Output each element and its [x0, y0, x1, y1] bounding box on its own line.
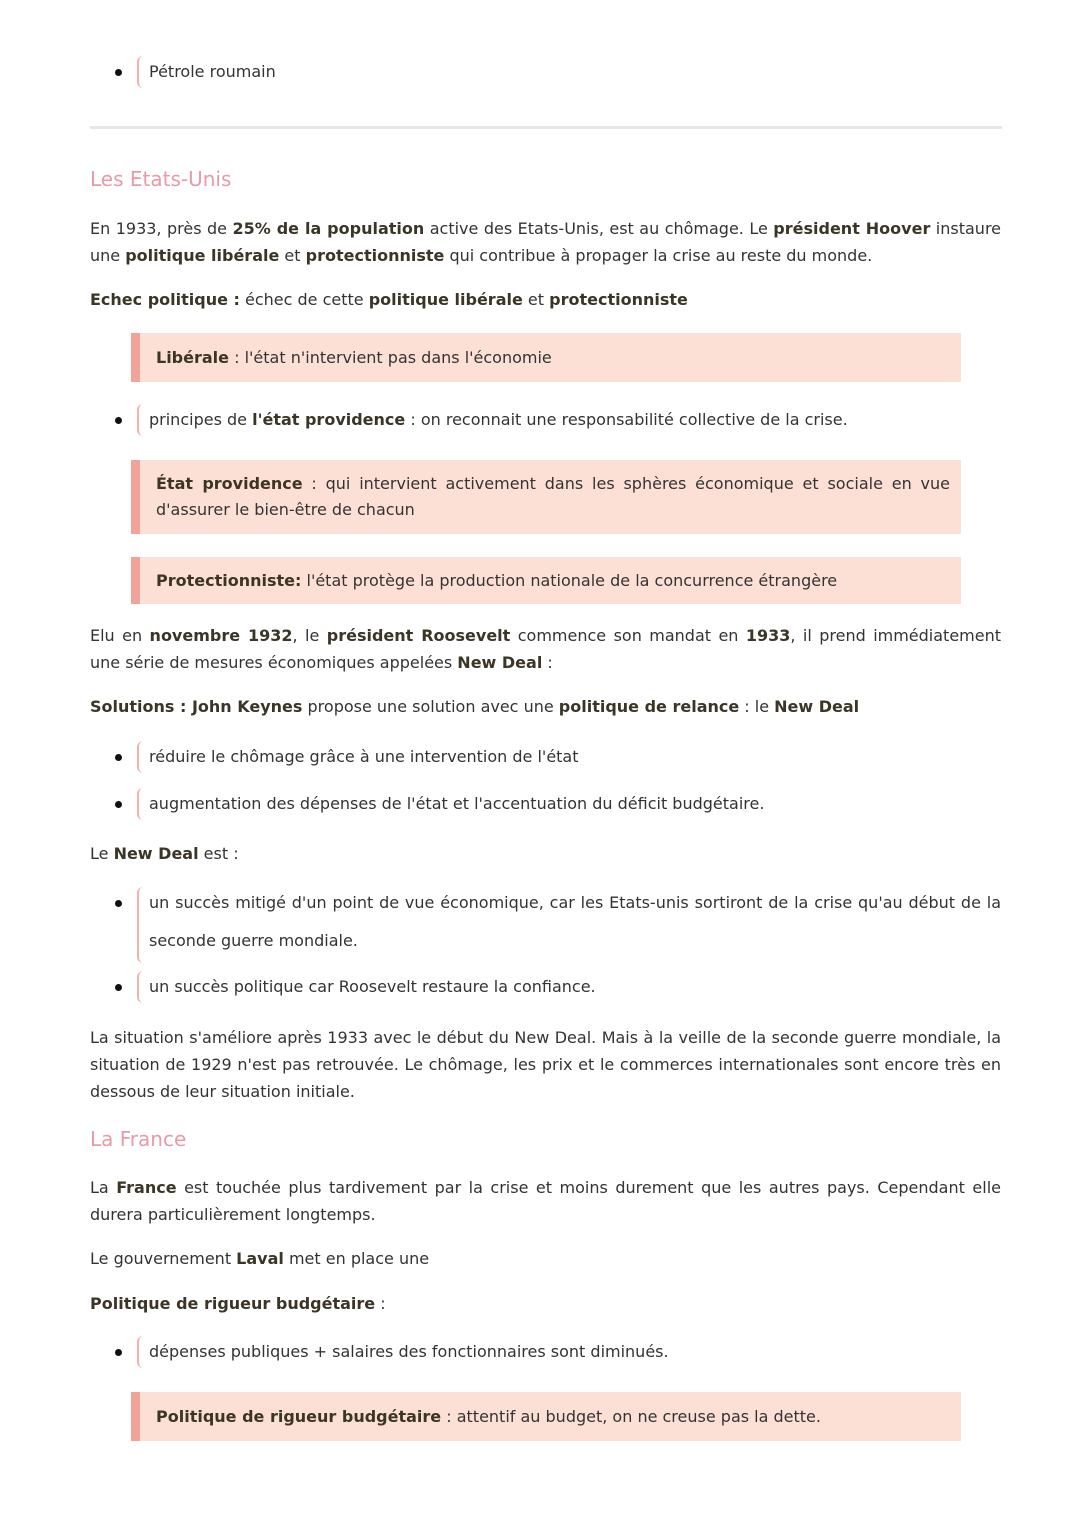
text-run: Pétrole roumain [149, 62, 276, 81]
list-item-text [149, 884, 1001, 960]
bold-text: 25% de la population [232, 219, 425, 238]
bold-text: 1933 [745, 626, 791, 645]
bold-text: protectionniste [549, 290, 688, 309]
bold-text: Solutions : John Keynes [90, 697, 303, 716]
bullet-icon [115, 1349, 122, 1356]
text-run: qui contribue à propager la crise au reste du monde. [444, 246, 873, 265]
bullet-icon [115, 984, 122, 991]
text-run: : l'état n'intervient pas dans l'économie [229, 347, 552, 367]
paragraph [90, 1174, 1001, 1228]
text-run: et [279, 246, 306, 265]
text-run: dépenses publiques + salaires des fonctionnaires sont diminués. [149, 1342, 669, 1361]
text-run: Le [90, 844, 114, 863]
text-run: augmentation des dépenses de l'état et l'accentuation du déficit budgétaire. [149, 794, 765, 813]
text-run: : [542, 653, 553, 672]
text-run: En 1933, près de [90, 219, 233, 238]
bold-text: New Deal [113, 844, 199, 863]
text-run: principes de [149, 410, 253, 429]
text-run: , il prend immédiatement une série de mesures économiques appelées [90, 626, 1002, 672]
bold-text: novembre 1932 [149, 626, 293, 645]
text-run: instaure une [90, 219, 1002, 265]
list-item [115, 790, 1001, 818]
paragraph [90, 1245, 1001, 1272]
bracket-decoration [137, 404, 143, 436]
list-item [115, 743, 1001, 771]
list-item-text [149, 743, 1001, 770]
definition-callout [131, 460, 961, 534]
definition-callout [131, 1392, 961, 1441]
bold-text: politique de relance [558, 697, 740, 716]
bold-text: président Roosevelt [326, 626, 511, 645]
bold-text: président Hoover [773, 219, 931, 238]
bullet-icon [115, 754, 122, 761]
bold-text: Politique de rigueur budgétaire [156, 1406, 442, 1426]
definition-callout [131, 333, 961, 382]
text-run: : on reconnait une responsabilité collective de la crise. [405, 410, 848, 429]
text-run: l'état protège la production nationale de la concurrence étrangère [301, 570, 838, 590]
definition-callout [131, 557, 961, 604]
bold-text: New Deal [774, 697, 860, 716]
bracket-decoration [137, 56, 143, 88]
callout-text [156, 345, 552, 371]
list-item-text [149, 58, 1001, 85]
list-item-text [149, 790, 1001, 817]
text-run: , le [292, 626, 327, 645]
callout-text [156, 471, 950, 523]
bullet-icon [115, 900, 122, 907]
list-item [115, 406, 1001, 434]
bracket-decoration [137, 788, 143, 820]
section-heading: La France [90, 1127, 187, 1151]
text-run: réduire le chômage grâce à une intervention de l'état [149, 747, 579, 766]
text-run: met en place une [283, 1249, 430, 1268]
text-run: un succès mitigé d'un point de vue économique, car les Etats-unis sortiront de la crise qu'au début de la seconde guerre mondiale. [149, 893, 1001, 950]
paragraph [90, 693, 1001, 720]
bold-text: France [116, 1178, 177, 1197]
list-item [115, 58, 1001, 86]
text-run: un succès politique car Roosevelt restaure la confiance. [149, 977, 596, 996]
bold-text: protectionniste [305, 246, 445, 265]
bracket-decoration [137, 1336, 143, 1368]
list-item [115, 1338, 1001, 1366]
text-run: : [375, 1294, 386, 1313]
bold-text: Politique de rigueur budgétaire [90, 1294, 376, 1313]
list-item [115, 889, 1001, 955]
bold-text: Libérale [156, 347, 230, 367]
bold-text: l'état providence [252, 410, 406, 429]
paragraph [90, 622, 1001, 676]
text-run: échec de cette [239, 290, 369, 309]
text-run: active des Etats-Unis, est au chômage. Le [424, 219, 774, 238]
divider [90, 126, 1002, 129]
list-item-text [149, 1338, 1001, 1365]
bracket-decoration [137, 971, 143, 1003]
list-item [115, 973, 1001, 1001]
paragraph [90, 215, 1001, 269]
text-run: : attentif au budget, on ne creuse pas la dette. [441, 1406, 821, 1426]
bracket-decoration [137, 887, 143, 963]
bullet-icon [115, 69, 122, 76]
bold-text: Echec politique : [90, 290, 240, 309]
text-run: est touchée plus tardivement par la crise et moins durement que les autres pays. Cependant elle durera particulièrement longtemps. [90, 1178, 1001, 1224]
callout-text [156, 1404, 821, 1430]
text-run: Le gouvernement [90, 1249, 237, 1268]
bold-text: État providence [156, 474, 303, 493]
text-run: et [522, 290, 550, 309]
paragraph [90, 1290, 1001, 1317]
text-run: propose une solution avec une [302, 697, 559, 716]
bold-text: New Deal [457, 653, 543, 672]
callout-text [156, 568, 837, 594]
text-run: : le [739, 697, 775, 716]
text-run: Elu en [90, 626, 150, 645]
text-run: commence son mandat en [510, 626, 746, 645]
bold-text: Laval [236, 1249, 284, 1268]
list-item-text [149, 973, 1001, 1000]
text-run: La [90, 1178, 117, 1197]
list-item-text [149, 406, 1001, 433]
paragraph [90, 1024, 1001, 1105]
section-heading: Les Etats-Unis [90, 167, 232, 191]
bracket-decoration [137, 741, 143, 773]
bold-text: Protectionniste: [156, 570, 302, 590]
paragraph [90, 840, 1001, 867]
text-run: : qui intervient activement dans les sphères économique et sociale en vue d'assurer le bien-être de chacun [156, 474, 950, 519]
paragraph [90, 286, 1001, 313]
bold-text: politique libérale [125, 246, 280, 265]
text-run: est : [198, 844, 239, 863]
bullet-icon [115, 417, 122, 424]
text-run: La situation s'améliore après 1933 avec le début du New Deal. Mais à la veille de la seconde guerre mondiale, la situation de 1929 n'est pas retrouvée. Le chômage, les prix et le commerces internationales sont encore très en dessous de leur situation initiale. [90, 1028, 1001, 1101]
bold-text: politique libérale [368, 290, 523, 309]
bullet-icon [115, 801, 122, 808]
